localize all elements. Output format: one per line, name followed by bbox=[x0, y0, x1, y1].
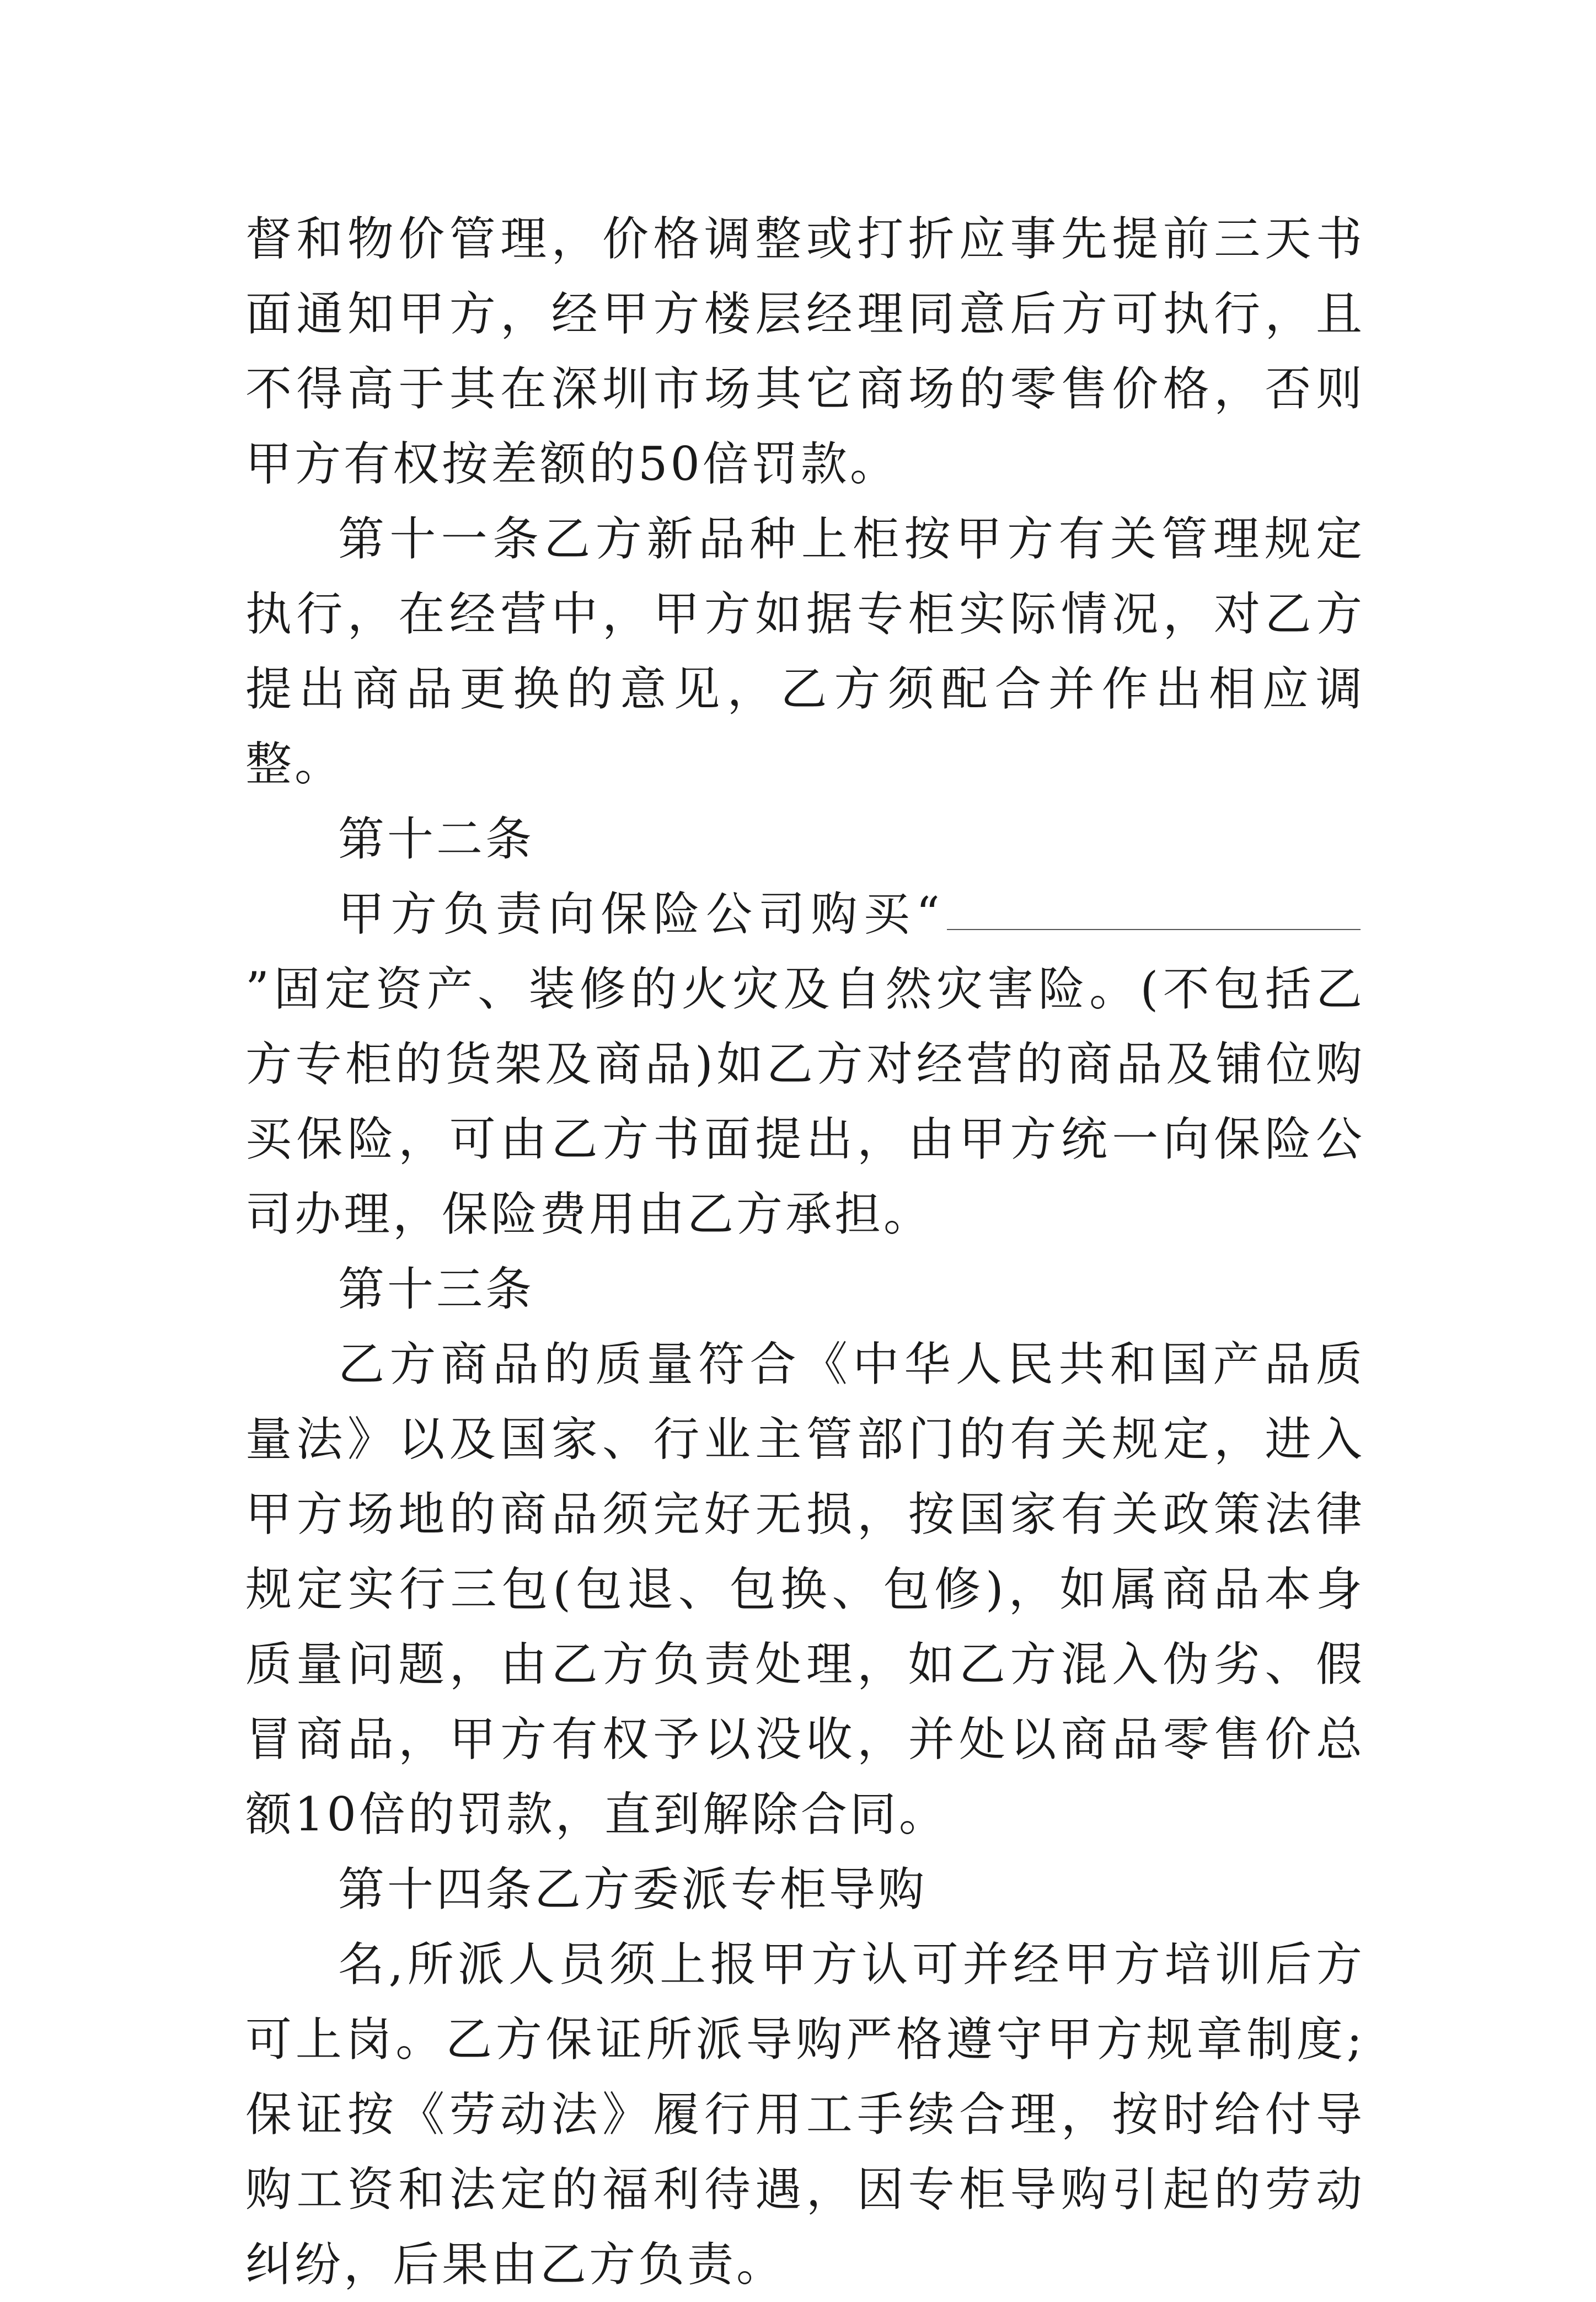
paragraph-text: 乙方商品的质量符合《中华人民共和国产品质量法》以及国家、行业主管部门的有关规定，进入甲方场地的商品须完好无损，按国家有关政策法律规定实行三包(包退、包换、包修)，如属商品本身质量问题，由乙方负责处理，如乙方混入伪劣、假冒商品，甲方有权予以没收，并处以商品零售价总额10倍的罚款，直到解除合同。 bbox=[245, 1337, 1365, 1841]
paragraph-text: 名,所派人员须上报甲方认可并经甲方培训后方可上岗。乙方保证所派导购严格遵守甲方规章制度;保证按《劳动法》履行用工手续合理，按时给付导购工资和法定的福利待遇，因专柜导购引起的劳动纠纷，后果由乙方负责。 bbox=[245, 1937, 1365, 2292]
paragraph-text: 甲方负责向保险公司购买“ bbox=[338, 887, 942, 941]
article-heading: 第十四条乙方委派专柜导购 bbox=[338, 1862, 928, 1916]
paragraph-staff bbox=[245, 1927, 1365, 2302]
article-heading: 第十二条 bbox=[338, 812, 535, 866]
paragraph-text: 第十一条乙方新品种上柜按甲方有关管理规定执行，在经营中，甲方如据专柜实际情况，对乙方提出商品更换的意见，乙方须配合并作出相应调整。 bbox=[245, 512, 1365, 791]
paragraph-quality bbox=[245, 1327, 1365, 1852]
heading-article-13 bbox=[245, 1252, 1365, 1327]
paragraph-price-management bbox=[245, 201, 1365, 501]
paragraph-text: 督和物价管理，价格调整或打折应事先提前三天书面通知甲方，经甲方楼层经理同意后方可执行，且不得高于其在深圳市场其它商场的零售价格，否则甲方有权按差额的50倍罚款。 bbox=[245, 212, 1365, 491]
fill-in-blank[interactable] bbox=[947, 890, 1361, 930]
heading-article-14 bbox=[245, 1852, 1365, 1927]
article-heading: 第十三条 bbox=[338, 1262, 535, 1316]
paragraph-article-11 bbox=[245, 501, 1365, 802]
document-body bbox=[245, 201, 1365, 2302]
paragraph-text: ”固定资产、装修的火灾及自然灾害险。(不包括乙方专柜的货架及商品)如乙方对经营的商品及铺位购买保险，可由乙方书面提出，由甲方统一向保险公司办理，保险费用由乙方承担。 bbox=[245, 962, 1365, 1241]
heading-article-12 bbox=[245, 802, 1365, 877]
paragraph-insurance bbox=[245, 877, 1365, 1252]
